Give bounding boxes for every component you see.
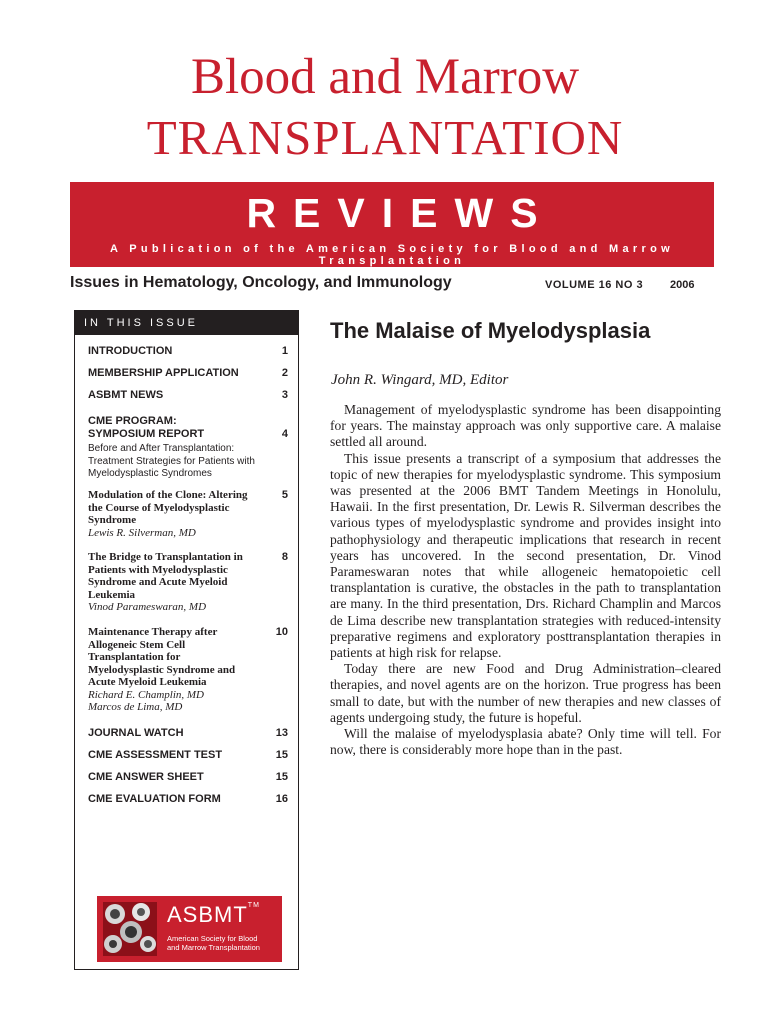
toc-description: Before and After Transplantation: Treatment Strategies for Patients with Myelodysplastic Syndromes bbox=[88, 443, 255, 479]
toc-item-cme-evaluation-form[interactable] bbox=[88, 793, 288, 806]
toc-item-cme-assessment-test[interactable] bbox=[88, 749, 288, 762]
toc-page: 10 bbox=[275, 626, 288, 638]
toc-page: 15 bbox=[275, 771, 288, 783]
toc-title: Modulation of the Clone: Altering the Course of Myelodysplastic Syndrome bbox=[88, 489, 248, 526]
sidebar-header: IN THIS ISSUE bbox=[75, 311, 298, 335]
toc-title: MEMBERSHIP APPLICATION bbox=[88, 367, 239, 379]
article-paragraph: Management of myelodysplastic syndrome has been disappointing for years. The mainstay approach was only supportive care. A malaise settled all around. bbox=[330, 402, 721, 450]
toc-page: 4 bbox=[281, 428, 288, 440]
issue-year: 2006 bbox=[670, 279, 695, 291]
article-paragraph: Will the malaise of myelodysplasia abate? Only time will tell. For now, there is considerably more hope than in the past. bbox=[330, 726, 721, 758]
toc-page: 13 bbox=[275, 727, 288, 739]
toc-item-introduction[interactable] bbox=[88, 345, 288, 358]
toc-title: CME EVALUATION FORM bbox=[88, 793, 221, 805]
article-title: The Malaise of Myelodysplasia bbox=[330, 318, 651, 343]
toc-title: CME ASSESSMENT TEST bbox=[88, 749, 223, 761]
toc-page: 3 bbox=[281, 389, 288, 401]
logo-subtitle: American Society for Blood and Marrow Transplantation bbox=[167, 934, 260, 952]
publication-tagline: A Publication of the American Society for Blood and Marrow Transplantation bbox=[110, 243, 674, 267]
toc-page: 1 bbox=[281, 345, 288, 357]
toc-author: Richard E. Champlin, MD bbox=[88, 688, 204, 701]
volume-number: VOLUME 16 NO 3 bbox=[545, 279, 644, 291]
toc-item-membership-application[interactable] bbox=[88, 367, 288, 380]
toc-author-2: Marcos de Lima, MD bbox=[88, 701, 183, 713]
blood-cells-icon bbox=[103, 902, 157, 956]
masthead-title-line1: Blood and Marrow bbox=[190, 49, 580, 105]
logo-wordmark: ASBMT™ bbox=[167, 902, 260, 927]
issue-subtitle: Issues in Hematology, Oncology, and Immunology bbox=[70, 274, 452, 291]
toc-author: Vinod Parameswaran, MD bbox=[88, 601, 207, 613]
toc-item-cme-program[interactable] bbox=[88, 415, 288, 481]
toc-page: 16 bbox=[275, 793, 288, 805]
toc-title: ASBMT NEWS bbox=[88, 389, 164, 401]
toc-title: CME PROGRAM: SYMPOSIUM REPORT bbox=[88, 415, 205, 440]
toc-item-asbmt-news[interactable] bbox=[88, 389, 288, 402]
toc-title: CME ANSWER SHEET bbox=[88, 771, 204, 783]
article-byline: John R. Wingard, MD, Editor bbox=[331, 372, 509, 388]
toc-page: 8 bbox=[281, 551, 288, 563]
toc-page: 2 bbox=[281, 367, 288, 379]
toc-title: Maintenance Therapy after Allogeneic Stem Cell Transplantation for Myelodysplastic Syndrome and Acute Myeloid Leukemia bbox=[88, 626, 236, 688]
toc-item-bridge-to-transplantation[interactable] bbox=[88, 551, 288, 614]
toc-author: Lewis R. Silverman, MD bbox=[88, 526, 196, 539]
toc-page: 5 bbox=[281, 489, 288, 501]
article-paragraph: This issue presents a transcript of a symposium that addresses the topic of new therapies for myelodysplastic syndrome. This symposium was presented at the 2006 BMT Tandem Meetings in Honolulu, Hawaii. In the first presentation, Dr. Lewis R. Silverman describes the various types of myelodysplastic syndrome and provides insight into pathophysiology and therapeutic implications that research in recent years has uncovered. In the second presentation, Dr. Vinod Parameswaran notes that while allogeneic hematopoietic cell transplantation is curative, the obstacles in the path to transplantation are many. In the third presentation, Drs. Richard Champlin and Marcos de Lima describe new transplantation strategies with reduced-intensity preparative regimens and exploratory posttransplantation therapies in patients at high risk for relapse. bbox=[330, 450, 721, 661]
toc-item-maintenance-therapy[interactable] bbox=[88, 626, 288, 714]
toc-title: JOURNAL WATCH bbox=[88, 727, 184, 739]
article-body bbox=[330, 402, 721, 758]
reviews-heading: REVIEWS bbox=[246, 190, 555, 236]
toc-item-modulation-of-the-clone[interactable] bbox=[88, 489, 288, 539]
article-paragraph: Today there are new Food and Drug Administration–cleared therapies, and novel agents are on the horizon. True progress has been small to date, but with the number of new therapies and new classes of agents undergoing study, the future is hopeful. bbox=[330, 661, 721, 725]
in-this-issue-sidebar bbox=[74, 310, 299, 970]
toc-item-cme-answer-sheet[interactable] bbox=[88, 771, 288, 784]
toc-page: 15 bbox=[275, 749, 288, 761]
asbmt-logo bbox=[97, 896, 282, 962]
masthead-title-line2: TRANSPLANTATION bbox=[146, 110, 624, 165]
toc-item-journal-watch[interactable] bbox=[88, 727, 288, 740]
toc-title: The Bridge to Transplantation in Patients with Myelodysplastic Syndrome and Acute Myeloid Leukemia bbox=[88, 551, 243, 601]
reviews-banner bbox=[70, 182, 714, 267]
toc-title: INTRODUCTION bbox=[88, 345, 173, 357]
